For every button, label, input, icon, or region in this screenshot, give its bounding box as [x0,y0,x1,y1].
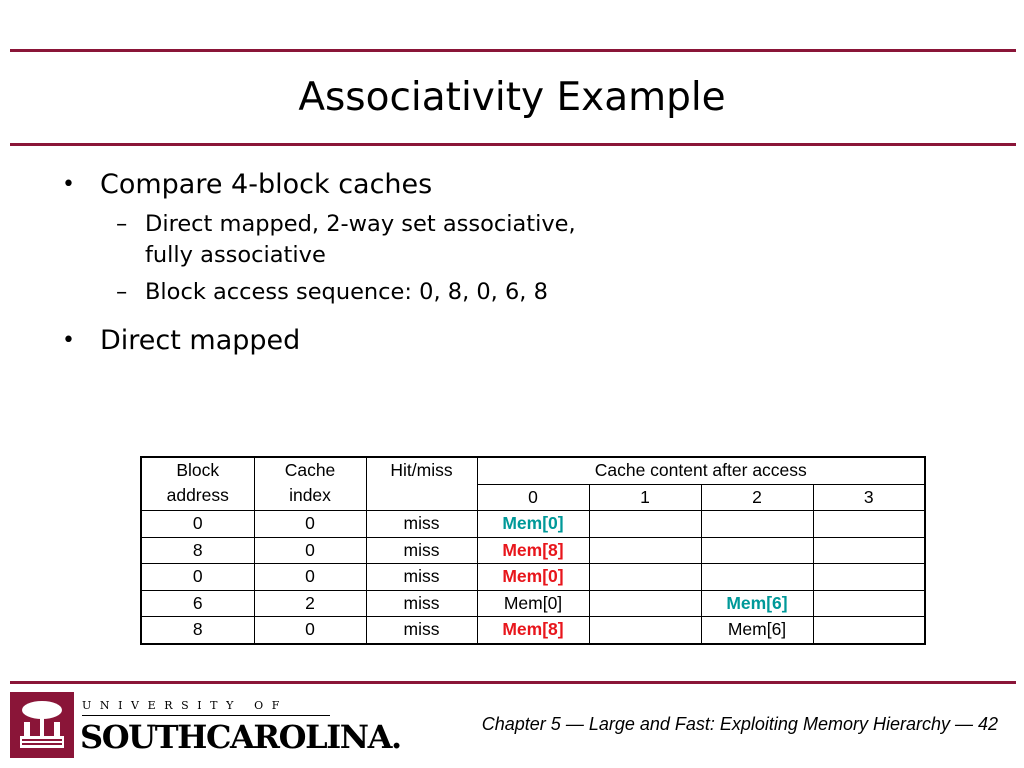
cell-index: 0 [254,564,366,591]
header-text: Block [176,460,220,480]
cell-slot-2: Mem[6] [701,617,813,644]
palmetto-icon [10,692,74,758]
cell-block: 0 [141,564,254,591]
table-row [141,617,925,644]
table-row [141,590,925,617]
sub-text-line2: fully associative [145,242,326,268]
top-rule [10,49,1016,52]
header-cache-content: Cache content after access [477,457,925,484]
logo-university-text: UNIVERSITY OF [82,699,288,712]
usc-logo [10,692,401,760]
header-block-address [141,457,254,511]
cell-slot-3 [813,617,925,644]
direct-mapped-table [140,456,926,645]
cell-slot-2: Mem[6] [701,590,813,617]
sub-dash: – [116,211,128,237]
cell-slot-2 [701,564,813,591]
cell-slot-1 [589,564,701,591]
cell-block: 8 [141,537,254,564]
header-text: Cache [284,460,336,480]
cell-index: 2 [254,590,366,617]
cell-slot-3 [813,564,925,591]
cell-block: 0 [141,511,254,538]
cell-index: 0 [254,511,366,538]
cell-slot-3 [813,511,925,538]
slot-header: 2 [701,484,813,511]
cell-slot-1 [589,511,701,538]
sub-text: Block access sequence: 0, 8, 0, 6, 8 [145,279,548,305]
cell-hitmiss: miss [366,617,477,644]
slot-header: 0 [477,484,589,511]
cell-slot-0: Mem[8] [477,617,589,644]
cell-block: 8 [141,617,254,644]
header-text: index [289,485,331,505]
sub-text-line1: Direct mapped, 2-way set associative, [145,211,576,237]
cell-slot-1 [589,617,701,644]
header-hit-miss: Hit/miss [366,457,477,511]
table-row [141,564,925,591]
cell-block: 6 [141,590,254,617]
table-row [141,511,925,538]
header-row [141,457,925,484]
cell-slot-0: Mem[0] [477,511,589,538]
slide-title: Associativity Example [298,75,726,120]
header-cache-index [254,457,366,511]
slot-header: 1 [589,484,701,511]
bullet-text: Compare 4-block caches [100,169,433,200]
bullet-dot: • [62,328,75,353]
slot-header: 3 [813,484,925,511]
cell-slot-1 [589,537,701,564]
table-row [141,537,925,564]
cell-index: 0 [254,617,366,644]
logo-name-text: SOUTHCAROLINA. [80,718,401,756]
cell-hitmiss: miss [366,511,477,538]
cell-slot-1 [589,590,701,617]
cell-hitmiss: miss [366,564,477,591]
header-text: address [166,485,229,505]
cell-index: 0 [254,537,366,564]
footer-rule [10,681,1016,684]
footer-text: Chapter 5 — Large and Fast: Exploiting Memory Hierarchy — 42 [481,714,998,734]
cell-hitmiss: miss [366,590,477,617]
logo-divider [82,715,330,716]
cell-slot-2 [701,511,813,538]
cell-slot-3 [813,537,925,564]
cell-slot-2 [701,537,813,564]
cell-slot-0: Mem[8] [477,537,589,564]
sub-dash: – [116,279,128,305]
cell-hitmiss: miss [366,537,477,564]
cell-slot-0: Mem[0] [477,590,589,617]
bullet-dot: • [62,172,75,197]
title-rule [10,143,1016,146]
cell-slot-3 [813,590,925,617]
bullet-text: Direct mapped [100,325,301,356]
cell-slot-0: Mem[0] [477,564,589,591]
